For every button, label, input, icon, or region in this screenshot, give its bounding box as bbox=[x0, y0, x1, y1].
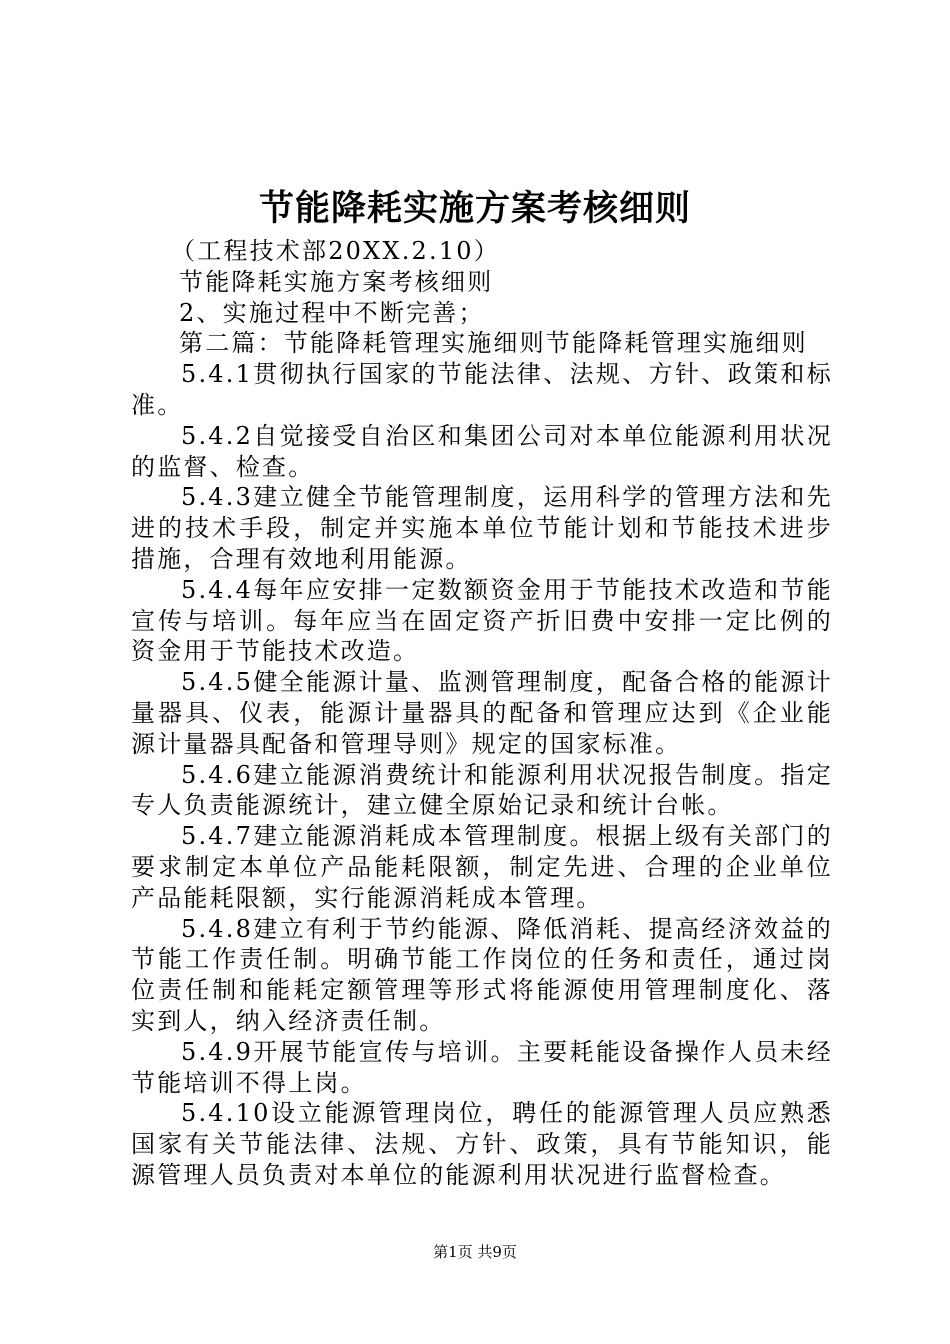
document-title: 节能降耗实施方案考核细则 bbox=[258, 188, 691, 229]
page-indicator: 第1页 共9页 bbox=[433, 1243, 517, 1261]
paragraph-5-4-7: 5.4.7建立能源消耗成本管理制度。根据上级有关部门的要求制定本单位产品能耗限额，制定先进、合理的企业单位产品能耗限额，实行能源消耗成本管理。 bbox=[131, 822, 833, 912]
paragraph-5-4-10: 5.4.10设立能源管理岗位，聘任的能源管理人员应熟悉国家有关节能法律、法规、方针、政策，具有节能知识，能源管理人员负责对本单位的能源利用状况进行监督检查。 bbox=[131, 1099, 833, 1189]
document-body bbox=[131, 236, 833, 1191]
paragraph-5-4-8: 5.4.8建立有利于节约能源、降低消耗、提高经济效益的节能工作责任制。明确节能工作岗位的任务和责任，通过岗位责任制和能耗定额管理等形式将能源使用管理制度化、落实到人，纳入经济责任制。 bbox=[131, 914, 833, 1035]
subtitle-line: 节能降耗实施方案考核细则 bbox=[179, 267, 494, 296]
paragraph-5-4-9: 5.4.9开展节能宣传与培训。主要耗能设备操作人员未经节能培训不得上岗。 bbox=[131, 1037, 833, 1097]
paragraph-5-4-5: 5.4.5健全能源计量、监测管理制度，配备合格的能源计量器具、仪表，能源计量器具的配备和管理应达到《企业能源计量器具配备和管理导则》规定的国家标准。 bbox=[131, 668, 833, 758]
paragraph-5-4-4: 5.4.4每年应安排一定数额资金用于节能技术改造和节能宣传与培训。每年应当在固定资产折旧费中安排一定比例的资金用于节能技术改造。 bbox=[131, 575, 833, 666]
paragraph-5-4-2: 5.4.2自觉接受自治区和集团公司对本单位能源利用状况的监督、检查。 bbox=[131, 421, 833, 481]
paragraph-5-4-1: 5.4.1贯彻执行国家的节能法律、法规、方针、政策和标准。 bbox=[131, 360, 833, 419]
section-heading-line: 第二篇：节能降耗管理实施细则节能降耗管理实施细则 bbox=[179, 329, 808, 358]
department-date-line: （工程技术部20XX.2.10） bbox=[171, 237, 500, 265]
paragraph-5-4-6: 5.4.6建立能源消费统计和能源利用状况报告制度。指定专人负责能源统计，建立健全原始记录和统计台帐。 bbox=[131, 760, 833, 820]
item-line: 2、实施过程中不断完善； bbox=[179, 298, 485, 327]
paragraph-5-4-3: 5.4.3建立健全节能管理制度，运用科学的管理方法和先进的技术手段，制定并实施本单位节能计划和节能技术进步措施，合理有效地利用能源。 bbox=[131, 483, 833, 573]
